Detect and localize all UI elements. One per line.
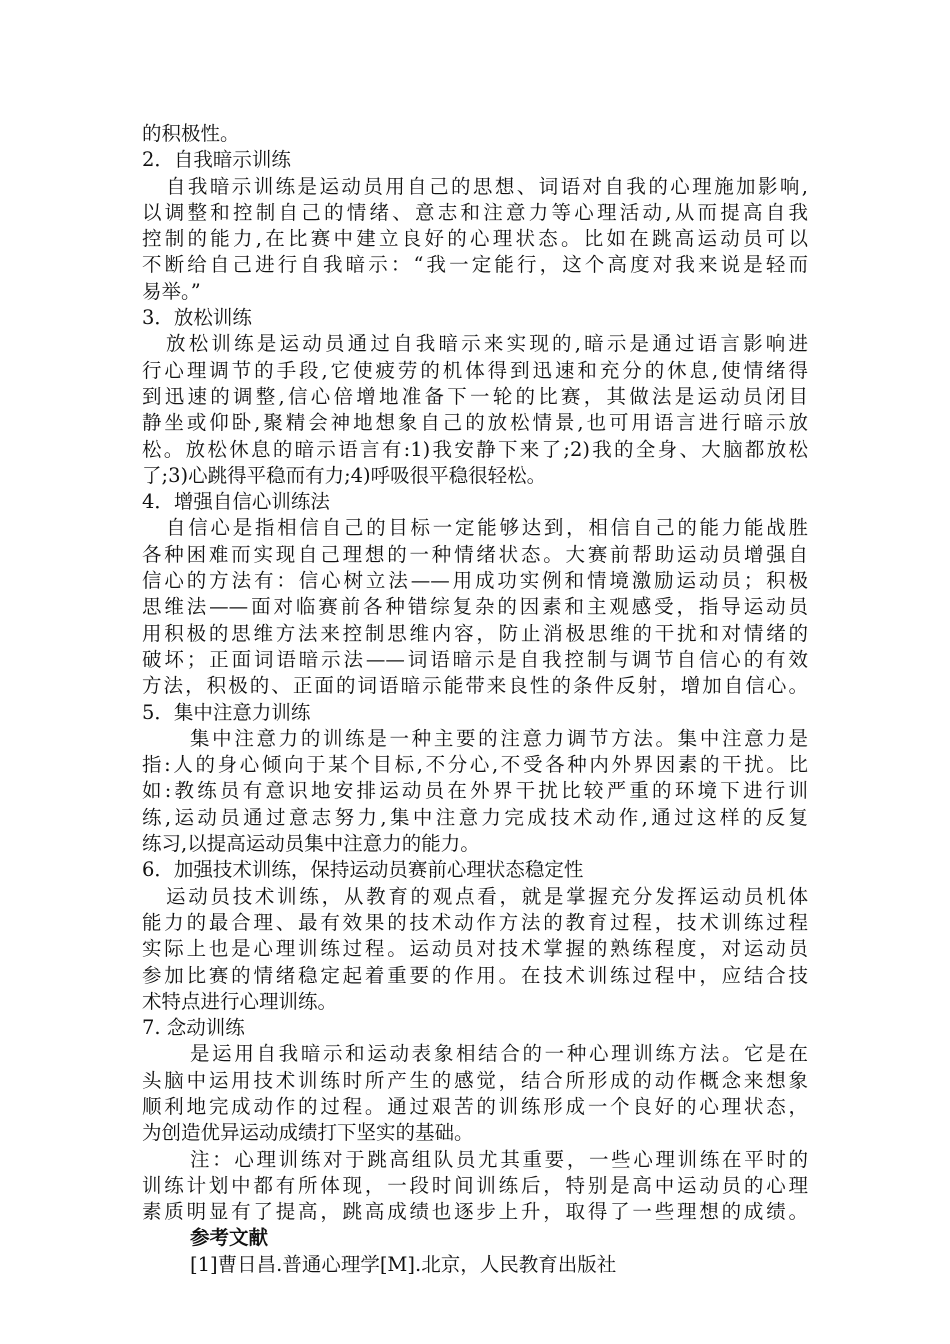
text-line: 的积极性。: [142, 122, 240, 145]
text-line: 练,运动员通过意志努力,集中注意力完成技术动作,通过这样的反复: [142, 805, 808, 829]
text-line: 各种困难而实现自己理想的一种情绪状态。大赛前帮助运动员增强自: [142, 542, 808, 566]
document-page: [142, 121, 808, 1278]
text-line: 到迅速的调整,信心倍增地准备下一轮的比赛，其做法是运动员闭目: [142, 384, 808, 408]
text-line: 自我暗示训练是运动员用自己的思想、词语对自我的心理施加影响,: [166, 174, 808, 198]
section-heading: 3．放松训练: [142, 306, 252, 330]
section-heading: 6．加强技术训练，保持运动员赛前心理状态稳定性: [142, 858, 584, 882]
note-line: 素质明显有了提高，跳高成绩也逐步上升，取得了一些理想的成绩。: [142, 1200, 808, 1224]
text-line: 如:教练员有意识地安排运动员在外界干扰比较严重的环境下进行训: [142, 779, 808, 803]
text-line: 放松训练是运动员通过自我暗示来实现的,暗示是通过语言影响进: [166, 332, 808, 356]
text-line: 指:人的身心倾向于某个目标,不分心,不受各种内外界因素的干扰。比: [142, 753, 808, 777]
text-line: 实际上也是心理训练过程。运动员对技术掌握的熟练程度，对运动员: [142, 937, 808, 961]
text-line: 自信心是指相信自己的目标一定能够达到，相信自己的能力能战胜: [166, 516, 808, 540]
text-line: 为创造优异运动成绩打下坚实的基础。: [142, 1121, 474, 1145]
text-line: 行心理调节的手段,它使疲劳的机体得到迅速和充分的休息,使情绪得: [142, 358, 808, 382]
text-line: 头脑中运用技术训练时所产生的感觉，结合所形成的动作概念来想象: [142, 1068, 808, 1092]
text-line: 顺利地完成动作的过程。通过艰苦的训练形成一个良好的心理状态，: [142, 1094, 808, 1118]
text-line: 参加比赛的情绪稳定起着重要的作用。在技术训练过程中，应结合技: [142, 963, 808, 987]
text-line: 破坏；正面词语暗示法——词语暗示是自我控制与调节自信心的有效: [142, 647, 808, 671]
text-line: 能力的最合理、最有效果的技术动作方法的教育过程，技术训练过程: [142, 910, 808, 934]
text-line: 方法，积极的、正面的词语暗示能带来良性的条件反射，增加自信心。: [142, 674, 808, 698]
section-heading: 5．集中注意力训练: [142, 700, 311, 724]
text-line: 运动员技术训练，从教育的观点看，就是掌握充分发挥运动员机体: [166, 884, 808, 908]
reference-item: [1]曹日昌.普通心理学[M].北京，人民教育出版社: [190, 1252, 617, 1276]
section-heading: 2．自我暗示训练: [142, 148, 291, 172]
text-line: 易举。”: [142, 279, 201, 303]
text-line: 控制的能力,在比赛中建立良好的心理状态。比如在跳高运动员可以: [142, 227, 808, 251]
text-line: 思维法——面对临赛前各种错综复杂的因素和主观感受，指导运动员: [142, 595, 808, 619]
text-line: 不断给自己进行自我暗示：“我一定能行，这个高度对我来说是轻而: [142, 253, 808, 277]
text-line: 用积极的思维方法来控制思维内容，防止消极思维的干扰和对情绪的: [142, 621, 808, 645]
text-line: 信心的方法有：信心树立法——用成功实例和情境激励运动员；积极: [142, 569, 808, 593]
section-heading: 4．增强自信心训练法: [142, 490, 330, 514]
text-line: 是运用自我暗示和运动表象相结合的一种心理训练方法。它是在: [190, 1042, 808, 1066]
text-line: 练习,以提高运动员集中注意力的能力。: [142, 832, 480, 856]
text-line: 松。放松休息的暗示语言有:1)我安静下来了;2)我的全身、大脑都放松: [142, 437, 808, 461]
text-line: 静坐或仰卧,聚精会神地想象自己的放松情景,也可用语言进行暗示放: [142, 411, 808, 435]
note-line: 训练计划中都有所体现，一段时间训练后，特别是高中运动员的心理: [142, 1173, 808, 1197]
text-line: 以调整和控制自己的情绪、意志和注意力等心理活动,从而提高自我: [142, 200, 808, 224]
section-heading: 7. 念动训练: [142, 1016, 245, 1040]
note-line: 注：心理训练对于跳高组队员尤其重要，一些心理训练在平时的: [190, 1147, 808, 1171]
text-line: 集中注意力的训练是一种主要的注意力调节方法。集中注意力是: [190, 726, 808, 750]
text-line: 术特点进行心理训练。: [142, 989, 338, 1013]
text-line: 了;3)心跳得平稳而有力;4)呼吸很平稳很轻松。: [142, 463, 547, 487]
references-heading: 参考文献: [190, 1226, 269, 1250]
